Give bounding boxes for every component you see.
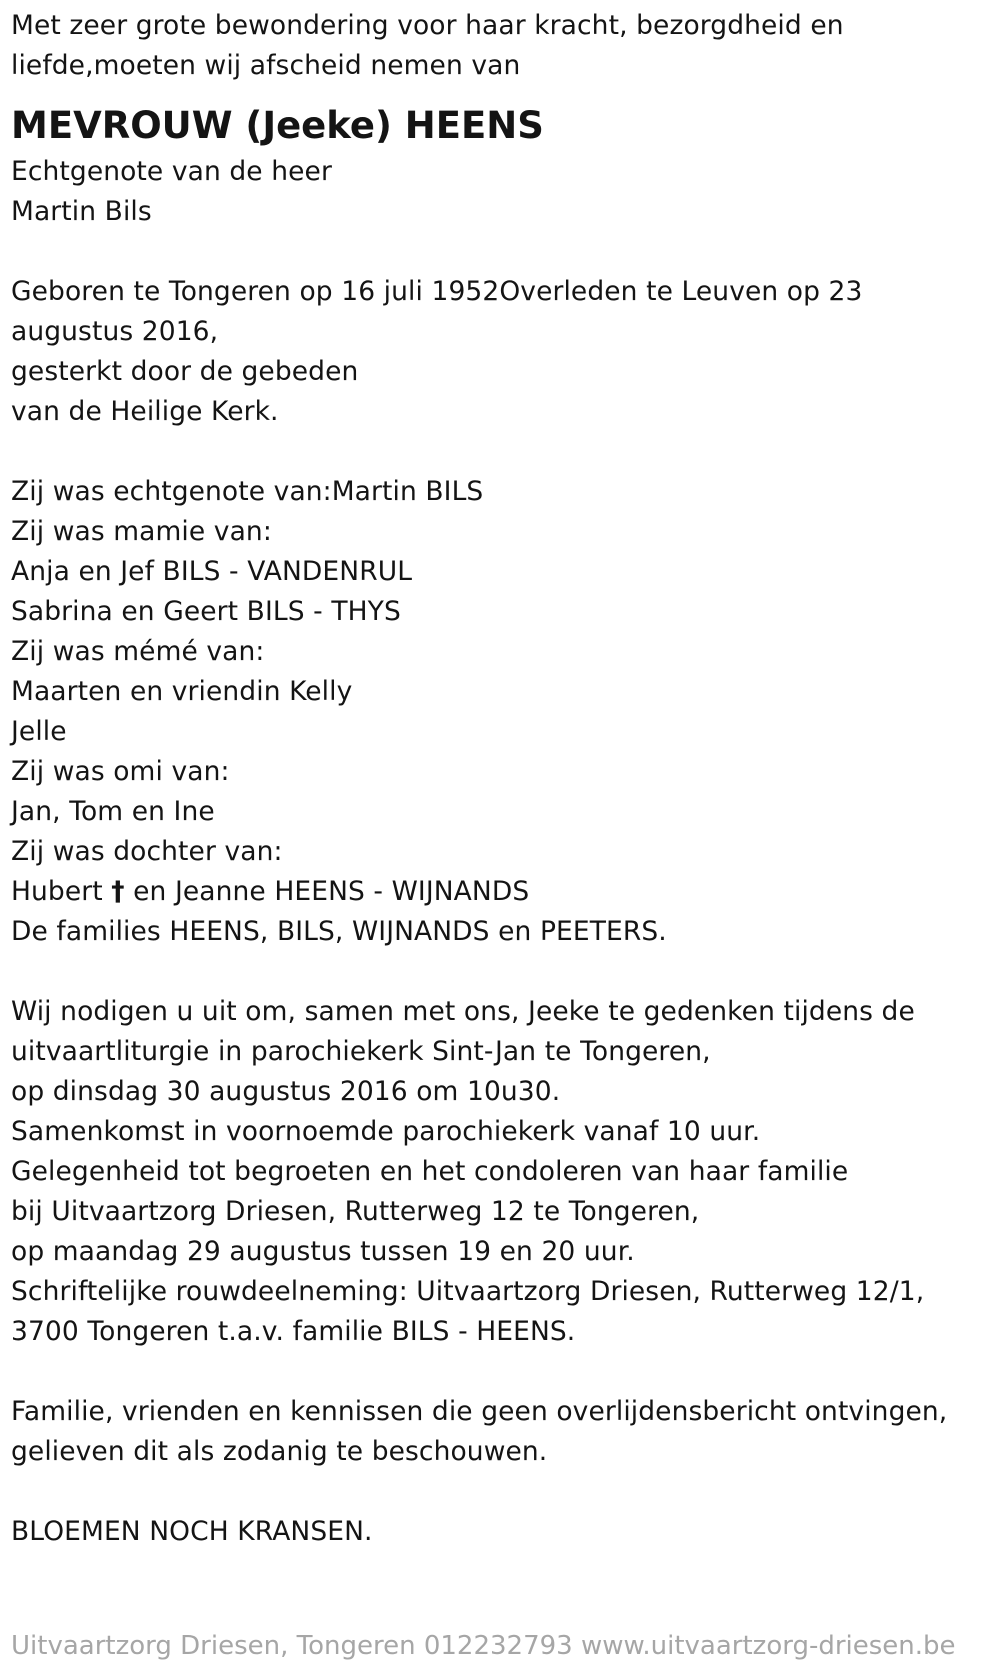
family-mamie-1: Anja en Jef BILS - VANDENRUL <box>11 556 413 587</box>
family-parents <box>11 872 991 912</box>
ceremony-line-6: bij Uitvaartzorg Driesen, Rutterweg 12 te Tongeren, <box>11 1196 700 1227</box>
spouse-line-1: Echtgenote van de heer <box>11 156 332 187</box>
ceremony-line-3: op dinsdag 30 augustus 2016 om 10u30. <box>11 1076 561 1107</box>
intro-line-1: Met zeer grote bewondering voor haar kracht, bezorgdheid en <box>11 10 844 41</box>
ceremony-line-2: uitvaartliturgie in parochiekerk Sint-Jan te Tongeren, <box>11 1036 711 1067</box>
family-mamie-2: Sabrina en Geert BILS - THYS <box>11 596 401 627</box>
ceremony-line-1: Wij nodigen u uit om, samen met ons, Jeeke te gedenken tijdens de <box>11 996 915 1027</box>
ceremony-line-7: op maandag 29 augustus tussen 19 en 20 uur. <box>11 1236 635 1267</box>
footer-credit: Uitvaartzorg Driesen, Tongeren 012232793 www.uitvaartzorg-driesen.be <box>11 1631 956 1661</box>
family-spouse: Zij was echtgenote van:Martin BILS <box>11 476 484 507</box>
spacer <box>11 1472 991 1512</box>
family-families: De families HEENS, BILS, WIJNANDS en PEETERS. <box>11 916 667 947</box>
ceremony-line-5: Gelegenheid tot begroeten en het condoleren van haar familie <box>11 1156 849 1187</box>
family-father: Hubert <box>11 876 103 907</box>
family-mother: en Jeanne HEENS - WIJNANDS <box>133 876 530 907</box>
cross-icon: † <box>111 876 125 907</box>
death-notice <box>11 6 991 1552</box>
spouse-line-2: Martin Bils <box>11 196 152 227</box>
deceased-name: MEVROUW (Jeeke) HEENS <box>11 104 544 147</box>
intro-line-2: liefde,moeten wij afscheid nemen van <box>11 50 521 81</box>
flowers-notice: BLOEMEN NOCH KRANSEN. <box>11 1516 373 1547</box>
family-omi-1: Jan, Tom en Ine <box>11 796 215 827</box>
family-daughter-label: Zij was dochter van: <box>11 836 283 867</box>
family-meme-2: Jelle <box>11 716 67 747</box>
prayers-line-2: van de Heilige Kerk. <box>11 396 279 427</box>
ceremony-line-4: Samenkomst in voornoemde parochiekerk vanaf 10 uur. <box>11 1116 761 1147</box>
ceremony-line-8: Schriftelijke rouwdeelneming: Uitvaartzorg Driesen, Rutterweg 12/1, <box>11 1276 925 1307</box>
spacer <box>11 1352 991 1392</box>
born-died-text: Geboren te Tongeren op 16 juli 1952Overleden te Leuven op 23 augustus 2016, <box>11 276 863 347</box>
notice-line-1: Familie, vrienden en kennissen die geen overlijdensbericht ontvingen, <box>11 1396 948 1427</box>
family-mamie-label: Zij was mamie van: <box>11 516 272 547</box>
prayers-line-1: gesterkt door de gebeden <box>11 356 359 387</box>
family-omi-label: Zij was omi van: <box>11 756 230 787</box>
spacer <box>11 232 991 272</box>
notice-line-2: gelieven dit als zodanig te beschouwen. <box>11 1436 548 1467</box>
family-meme-1: Maarten en vriendin Kelly <box>11 676 353 707</box>
family-meme-label: Zij was mémé van: <box>11 636 265 667</box>
spacer <box>11 952 991 992</box>
ceremony-line-9: 3700 Tongeren t.a.v. familie BILS - HEENS. <box>11 1316 576 1347</box>
spacer <box>11 432 991 472</box>
